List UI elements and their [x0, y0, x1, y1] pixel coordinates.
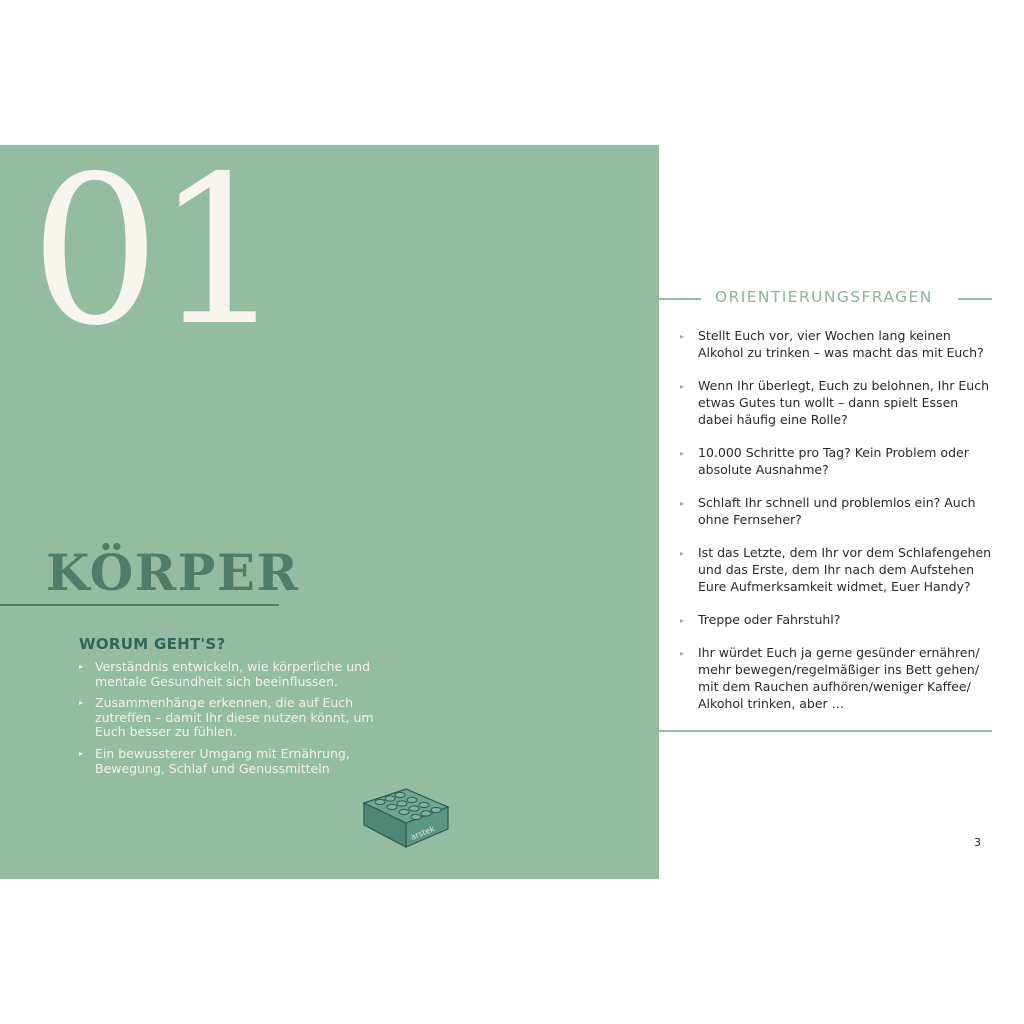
question-item [680, 444, 992, 478]
lego-brick-icon [360, 785, 452, 851]
question-item [680, 611, 992, 628]
question-text: Treppe oder Fahrstuhl? [698, 612, 841, 627]
question-item [680, 544, 992, 595]
bullet-arrow-icon: ▸ [680, 549, 685, 558]
chapter-title: KÖRPER [46, 543, 300, 602]
bullet-arrow-icon: ▸ [680, 449, 685, 458]
orientation-heading: ORIENTIERUNGSFRAGEN [715, 288, 933, 306]
question-item [680, 494, 992, 528]
question-item [680, 327, 992, 361]
question-text: Stellt Euch vor, vier Wochen lang keinen Alkohol zu trinken – was macht das mit Euch? [698, 328, 984, 360]
chapter-title-underline [0, 604, 279, 606]
bullet-arrow-icon: ▸ [79, 662, 84, 671]
brick-label: arstek [409, 824, 436, 842]
question-text: Schlaft Ihr schnell und problemlos ein? Auch ohne Fernseher? [698, 495, 976, 527]
intro-bullet-text: Ein bewussterer Umgang mit Ernährung, Bewegung, Schlaf und Genussmitteln [95, 745, 350, 776]
bullet-arrow-icon: ▸ [79, 748, 84, 758]
bullet-arrow-icon: ▸ [79, 698, 84, 708]
bullet-arrow-icon: ▸ [680, 649, 685, 658]
bullet-arrow-icon: ▸ [680, 382, 685, 391]
bullet-arrow-icon: ▸ [680, 616, 685, 625]
question-item [680, 377, 992, 428]
question-text: Wenn Ihr überlegt, Euch zu belohnen, Ihr Euch etwas Gutes tun wollt – dann spielt Essen dabei häufig eine Rolle? [698, 378, 990, 427]
intro-bullet [79, 696, 379, 740]
intro-bullet-list [79, 660, 379, 783]
chapter-number: 01 [30, 133, 279, 371]
intro-heading: WORUM GEHT'S? [79, 635, 226, 653]
questions-bottom-rule [659, 730, 992, 732]
header-rule-right [958, 298, 992, 300]
intro-bullet [79, 747, 379, 776]
question-text: Ihr würdet Euch ja gerne gesünder ernähren/ mehr bewegen/regelmäßiger ins Bett gehen/ mit dem Rauchen aufhören/weniger Kaffee/ Alkohol trinken, aber … [698, 645, 980, 711]
header-rule-left [659, 298, 701, 300]
intro-bullet-text: Verständnis entwickeln, wie körperliche und mentale Gesundheit sich beeinflussen. [95, 659, 371, 689]
orientation-question-list [680, 327, 992, 728]
intro-bullet-text: Zusammenhänge erkennen, die auf Euch zutreffen – damit Ihr diese nutzen könnt, um Euch besser zu fühlen. [95, 695, 374, 740]
page-number: 3 [974, 836, 981, 849]
orientation-header [659, 288, 992, 310]
bullet-arrow-icon: ▸ [680, 499, 685, 508]
question-item [680, 644, 992, 712]
intro-bullet [79, 660, 379, 689]
question-text: 10.000 Schritte pro Tag? Kein Problem oder absolute Ausnahme? [698, 445, 969, 477]
question-text: Ist das Letzte, dem Ihr vor dem Schlafengehen und das Erste, dem Ihr nach dem Aufstehen Eure Aufmerksamkeit widmet, Euer Handy? [698, 545, 992, 594]
bullet-arrow-icon: ▸ [680, 332, 685, 341]
